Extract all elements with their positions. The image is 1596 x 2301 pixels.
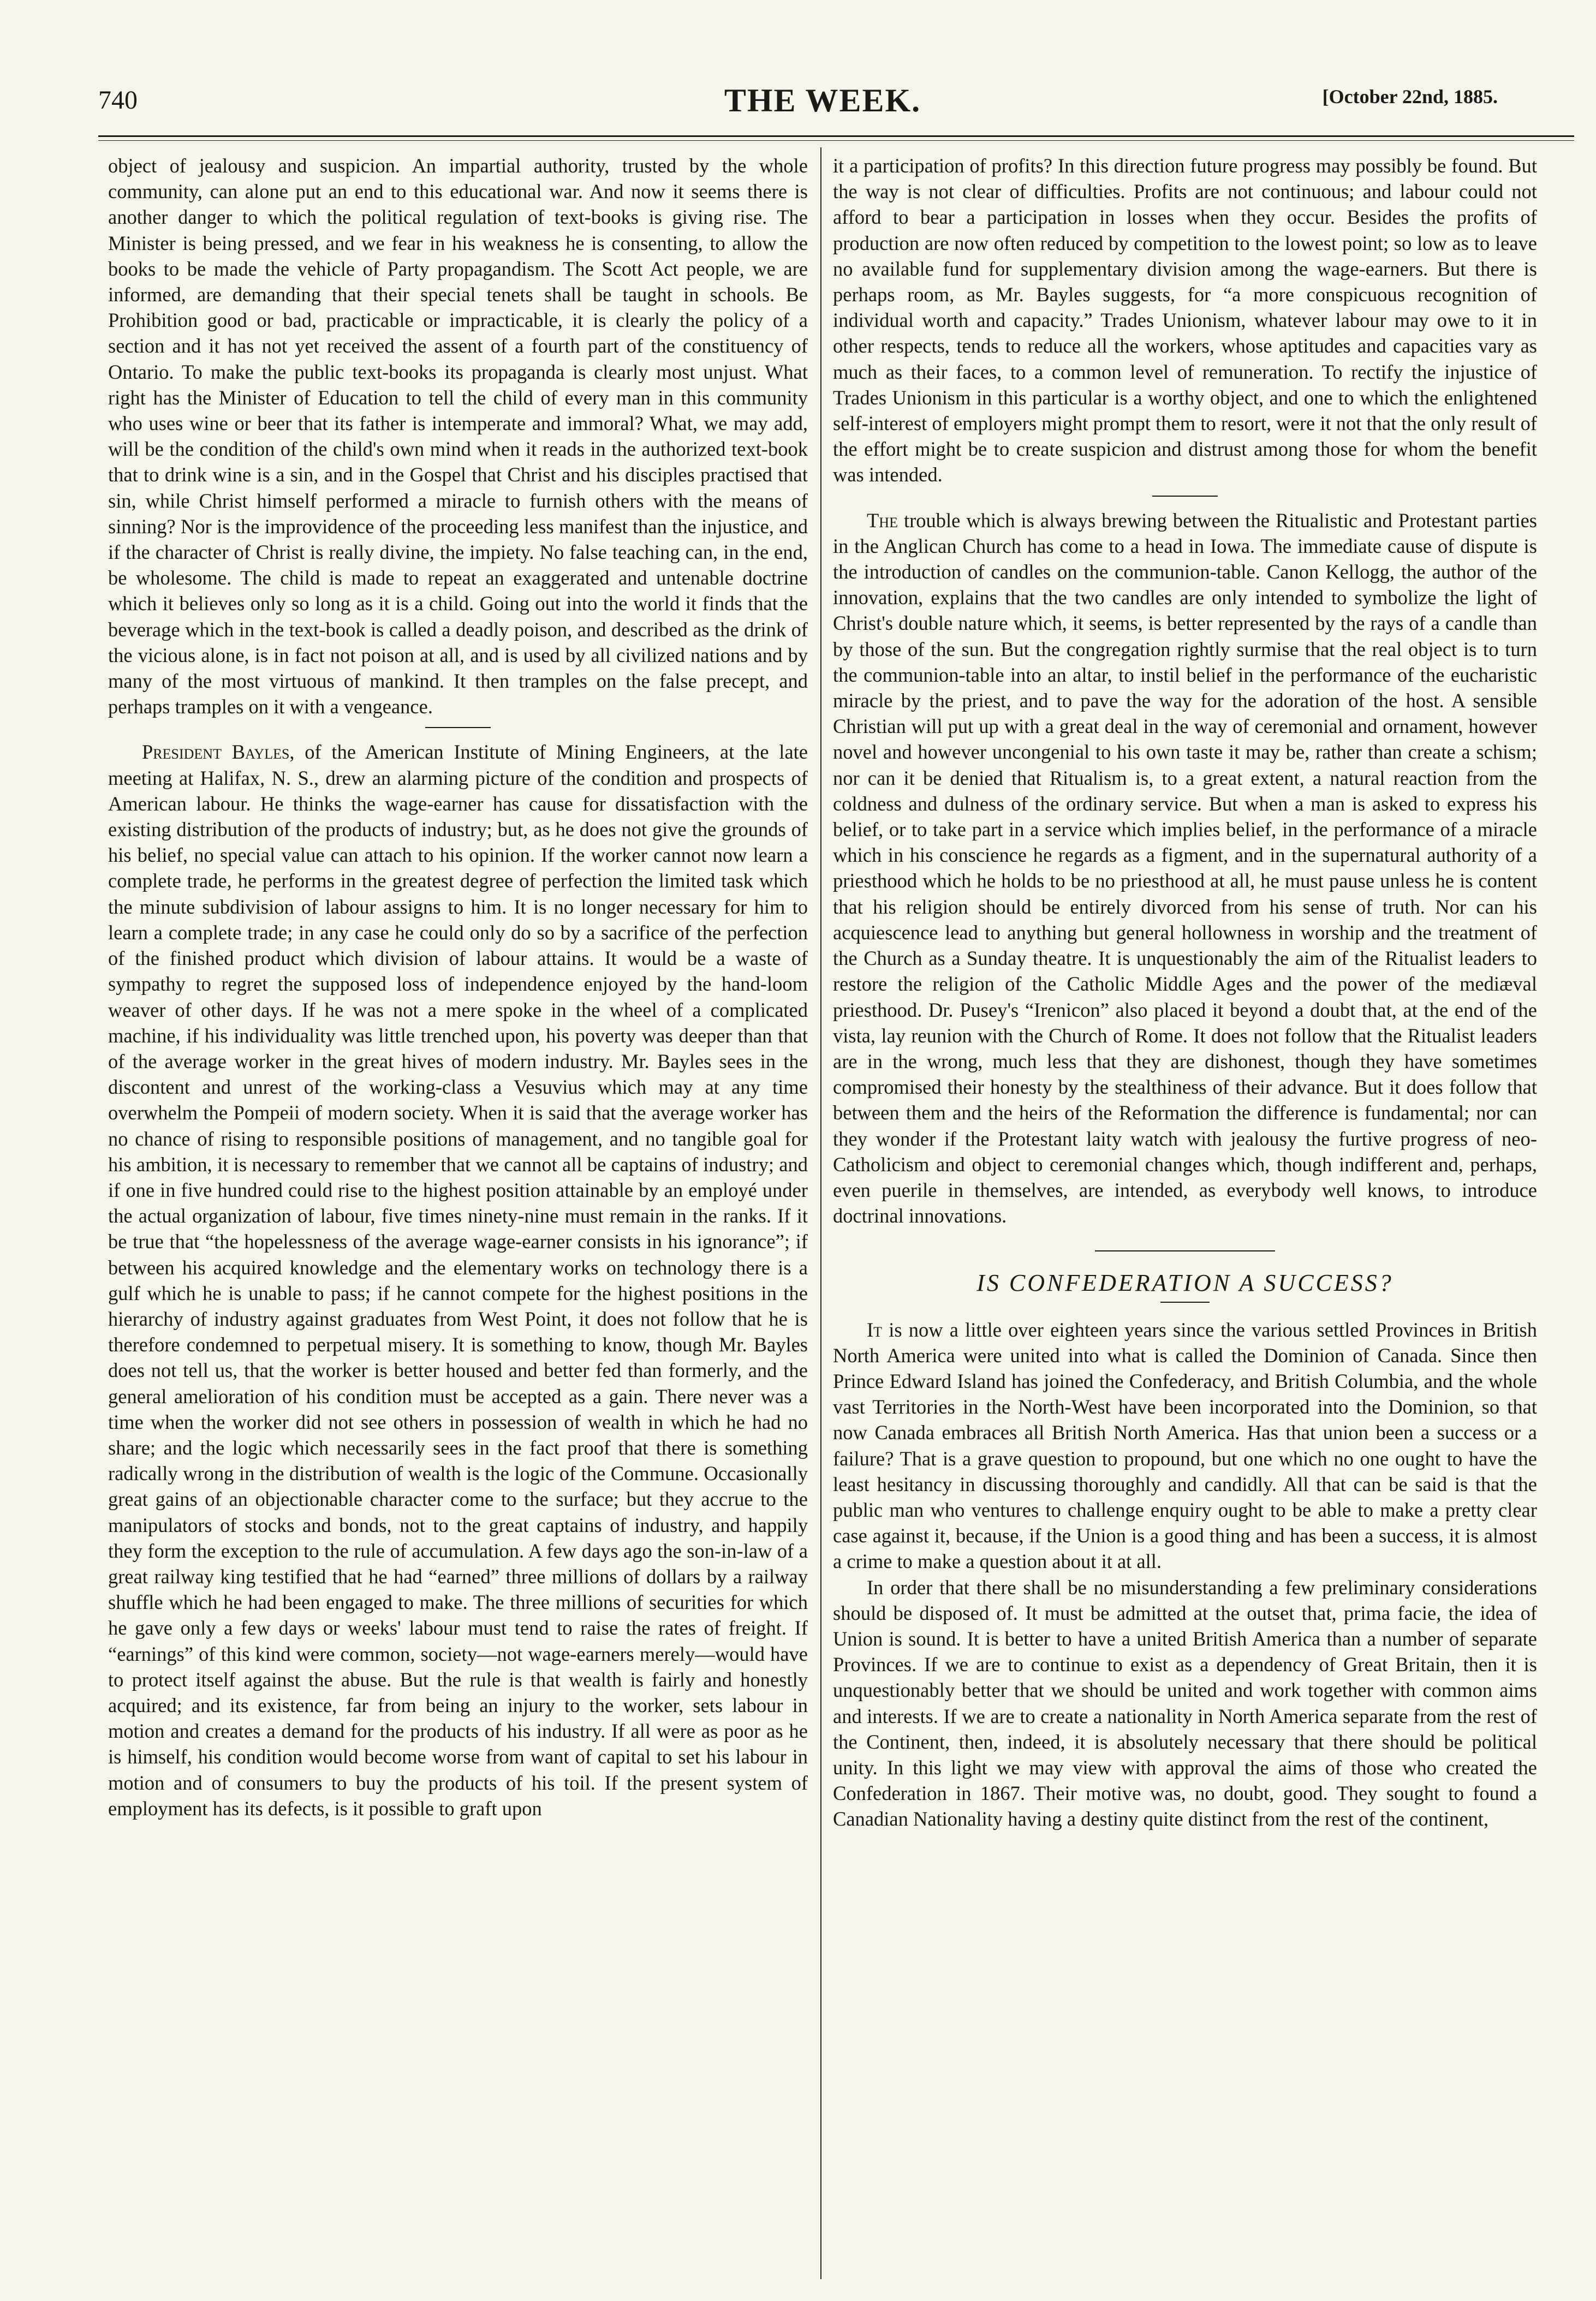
right-column — [833, 153, 1537, 1832]
section-separator — [425, 727, 491, 728]
paragraph-profit-sharing: it a participation of profits? In this direction future progress may possibly be found. But the way is not clear of difficulties. Profits are not continuous; and labour could not afford to bear a participation in losses when they occur. Besides the profits of production are now often reduced by competition to the lowest point; so low as to leave no available fund for supplementary division among the wage-earners. But there is perhaps room, as Mr. Bayles suggests, for “a more conspicuous recognition of individual worth and capacity.” Trades Unionism, whatever labour may owe to it in other respects, tends to reduce all the workers, whose aptitudes and capacities vary as much as their faces, to a common level of remuneration. To rectify the injustice of Trades Unionism in this particular is a worthy object, and one to which the enlightened self-interest of employers might prompt them to resort, were it not that the only result of the effort might be to create suspicion and distrust among those for whom the benefit was intended. — [833, 154, 1537, 486]
article-heading: IS CONFEDERATION A SUCCESS? — [976, 1269, 1393, 1297]
article-separator — [1095, 1250, 1275, 1251]
paragraph-confederation-1 — [833, 1317, 1537, 1575]
column-divider — [820, 147, 821, 2279]
paragraph-ritualism — [833, 508, 1537, 1229]
paragraph-body: trouble which is always brewing between the Ritualistic and Protestant parties in the Anglican Church has come to a head in Iowa. The immediate cause of dispute is the introduction of candles on the communion-table. Canon Kellogg, the author of the innovation, explains that the two candles are only intended to symbolize the light of Christ's double nature which, it seems, is better represented by the rays of a candle than by those of the sun. But the congregation rightly surmise that the real object is to turn the communion-table into an altar, to instil belief in the performance of the eucharistic miracle by the priest, and to pave the way for the adoration of the host. A sensible Christian will put up with a great deal in the way of ceremonial and ornament, however novel and however uncongenial to his own taste it may be, rather than create a schism; nor can it be denied that Ritualism is, to a great extent, a natural reaction from the coldness and dulness of the ordinary service. But when a man is asked to express his belief, or to take part in a service which implies belief, in the performance of a miracle which in his conscience he regards as a figment, and in the supernatural authority of a priesthood which he holds to be no priesthood at all, he must pause unless he is content that his religion should be entirely divorced from his sense of truth. Nor can his acquiescence lead to anything but general hollowness in worship and the treatment of the Church as a Sunday theatre. It is unquestionably the aim of the Ritualist leaders to restore the religion of the Catholic Middle Ages and the power of the mediæval priesthood. Dr. Pusey's “Irenicon” also placed it beyond a doubt that, at the end of the vista, lay reunion with the Church of Rome. It does not follow that the Ritualist leaders are in the wrong, much less that they are dishonest, though they have sometimes compromised their honesty by the stealthiness of their advance. But it does follow that between them and the heirs of the Reformation the difference is fundamental; nor can they wonder if the Protestant laity watch with jealousy the furtive progress of neo-Catholicism and object to ceremonial changes which, though indifferent and, perhaps, even puerile in themselves, are intended, as everybody well knows, to introduce doctrinal innovations. — [833, 509, 1537, 1227]
section-separator — [1152, 496, 1218, 497]
paragraph-body: is now a little over eighteen years since the various settled Provinces in British North America were united into what is called the Dominion of Canada. Since then Prince Edward Island has joined the Confederacy, and British Columbia, and the whole vast Territories in the North-West have been incorporated into the Dominion, so that now Canada embraces all British North America. Has that union been a success or a failure? That is a grave question to propound, but one which no one ought to have the least hesitancy in discussing thoroughly and candidly. All that can be said is that the public man who ventures to challenge enquiry ought to be able to make a pretty clear case against it, because, if the Union is a good thing and has been a success, it is almost a crime to make a question about it at all. — [833, 1318, 1537, 1573]
paragraph-confederation-2: In order that there shall be no misunderstanding a few preliminary considerations should be disposed of. It must be admitted at the outset that, prima facie, the idea of Union is sound. It is better to have a united British America than a number of separate Provinces. If we are to continue to exist as a dependency of Great Britain, then it is unquestionably better that we should be united and work together with common aims and interests. If we are to create a nationality in North America separate from the rest of the Continent, then, indeed, it is absolutely necessary that there should be political unity. In this light we may view with approval the aims of those who created the Confederation in 1867. Their motive was, no doubt, good. They sought to found a Canadian Nationality having a destiny quite distinct from the rest of the continent, — [833, 1576, 1537, 1831]
paragraph-president-bayles — [108, 739, 808, 1821]
lead-words: The — [867, 509, 898, 532]
left-column — [108, 153, 808, 1821]
issue-date: [October 22nd, 1885. — [1322, 86, 1498, 108]
masthead — [82, 82, 1563, 126]
heading-separator — [1160, 1302, 1210, 1303]
masthead-rule — [98, 135, 1574, 137]
paragraph-body: of the American Institute of Mining Engineers, at the late meeting at Halifax, N. S., drew an alarming picture of the condition and prospects of American labour. He thinks the wage-earner has cause for dissatisfaction with the existing distribution of the products of industry; but, as he does not give the grounds of his belief, no special value can attach to his opinion. If the worker cannot now learn a complete trade, he performs in the greatest degree of perfection the limited task which the minute subdivision of labour assigns to him. It is no longer necessary for him to learn a complete trade; in any case he could only do so by a sacrifice of the perfection of the finished product which division of labour attains. It would be a waste of sympathy to regret the supposed loss of independence enjoyed by the hand-loom weaver of other days. If he was not a mere spoke in the wheel of a complicated machine, if his individuality was little trenched upon, his poverty was deeper than that of the average worker in the great hives of modern industry. Mr. Bayles sees in the discontent and unrest of the working-class a Vesuvius which may at any time overwhelm the Pompeii of modern society. When it is said that the average worker has no chance of rising to responsible positions of management, and no tangible goal for his ambition, it is necessary to remember that we cannot all be captains of industry; and if one in five hundred could rise to the highest position attainable by an employé under the actual organization of labour, five times ninety-nine must remain in the ranks. If it be true that “the hopelessness of the average wage-earner consists in his ignorance”; if between his acquired knowledge and the elementary works on technology there is a gulf which he is unable to pass; if he cannot compete for the highest positions in the hierarchy of industry against graduates from West Point, it does not follow that he is therefore condemned to perpetual misery. It is something to know, though Mr. Bayles does not tell us, that the worker is better housed and better fed than formerly, and the general amelioration of his condition must be accepted as a gain. There never was a time when the worker did not see others in possession of wealth in which he had no share; and the logic which necessarily sees in the fact proof that there is something radically wrong in the distribution of wealth is the logic of the Commune. Occasionally great gains of an objectionable character come to the surface; but they accrue to the manipulators of stocks and bonds, not to the great captains of industry, and happily they form the exception to the rule of accumulation. A few days ago the son-in-law of a great railway king testified that he had “earned” three millions of dollars by a railway shuffle which he had been engaged to make. The three millions of securities for which he gave only a few days or weeks' labour must tend to raise the rates of freight. If “earnings” of this kind were common, society—not wage-earners merely—would have to protect itself against the abuse. But the rule is that wealth is fairly and honestly acquired; and its existence, far from being an injury to the worker, sets labour in motion and creates a demand for the products of his industry. If all were as poor as he is himself, his condition would become worse from want of capital to set his labour in motion and of consumers to buy the products of his toil. If the present system of employment has its defects, is it possible to graft upon — [108, 741, 808, 1820]
page-number: 740 — [98, 86, 138, 115]
journal-title: THE WEEK. — [724, 82, 921, 118]
paragraph-text-books: object of jealousy and suspicion. An impartial authority, trusted by the whole community, can alone put an end to this educational war. And now it seems there is another danger to which the political regulation of text-books is giving rise. The Minister is being pressed, and we fear in his weakness he is consenting, to allow the books to be made the vehicle of Party propagandism. The Scott Act people, we are informed, are demanding that their special tenets shall be taught in schools. Be Prohibition good or bad, practicable or impracticable, it is clearly the policy of a section and it has not yet received the assent of a fourth part of the constituency of Ontario. To make the public text-books its propaganda is clearly most unjust. What right has the Minister of Education to tell the child of every man in this community who uses wine or beer that its father is intemperate and immoral? What, we may add, will be the condition of the child's own mind when it reads in the authorized text-book that to drink wine is a sin, and in the Gospel that Christ and his disciples practised that sin, while Christ himself performed a miracle to furnish others with the means of sinning? Nor is the improvidence of the proceeding less manifest than the injustice, and if the character of Christ is really divine, the impiety. No false teaching can, in the end, be wholesome. The child is made to repeat an exaggerated and untenable doctrine which it believes only so long as it is a child. Going out into the world it finds that the beverage which in the text-book is called a deadly poison, and described as the drink of the vicious alone, is in fact not poison at all, and is used by all civilized nations and by many of the most virtuous of mankind. It then tramples on the false precept, and perhaps tramples on it with a vengeance. — [108, 154, 808, 718]
lead-words: It — [867, 1318, 883, 1341]
lead-words: President Bayles, — [142, 741, 295, 764]
